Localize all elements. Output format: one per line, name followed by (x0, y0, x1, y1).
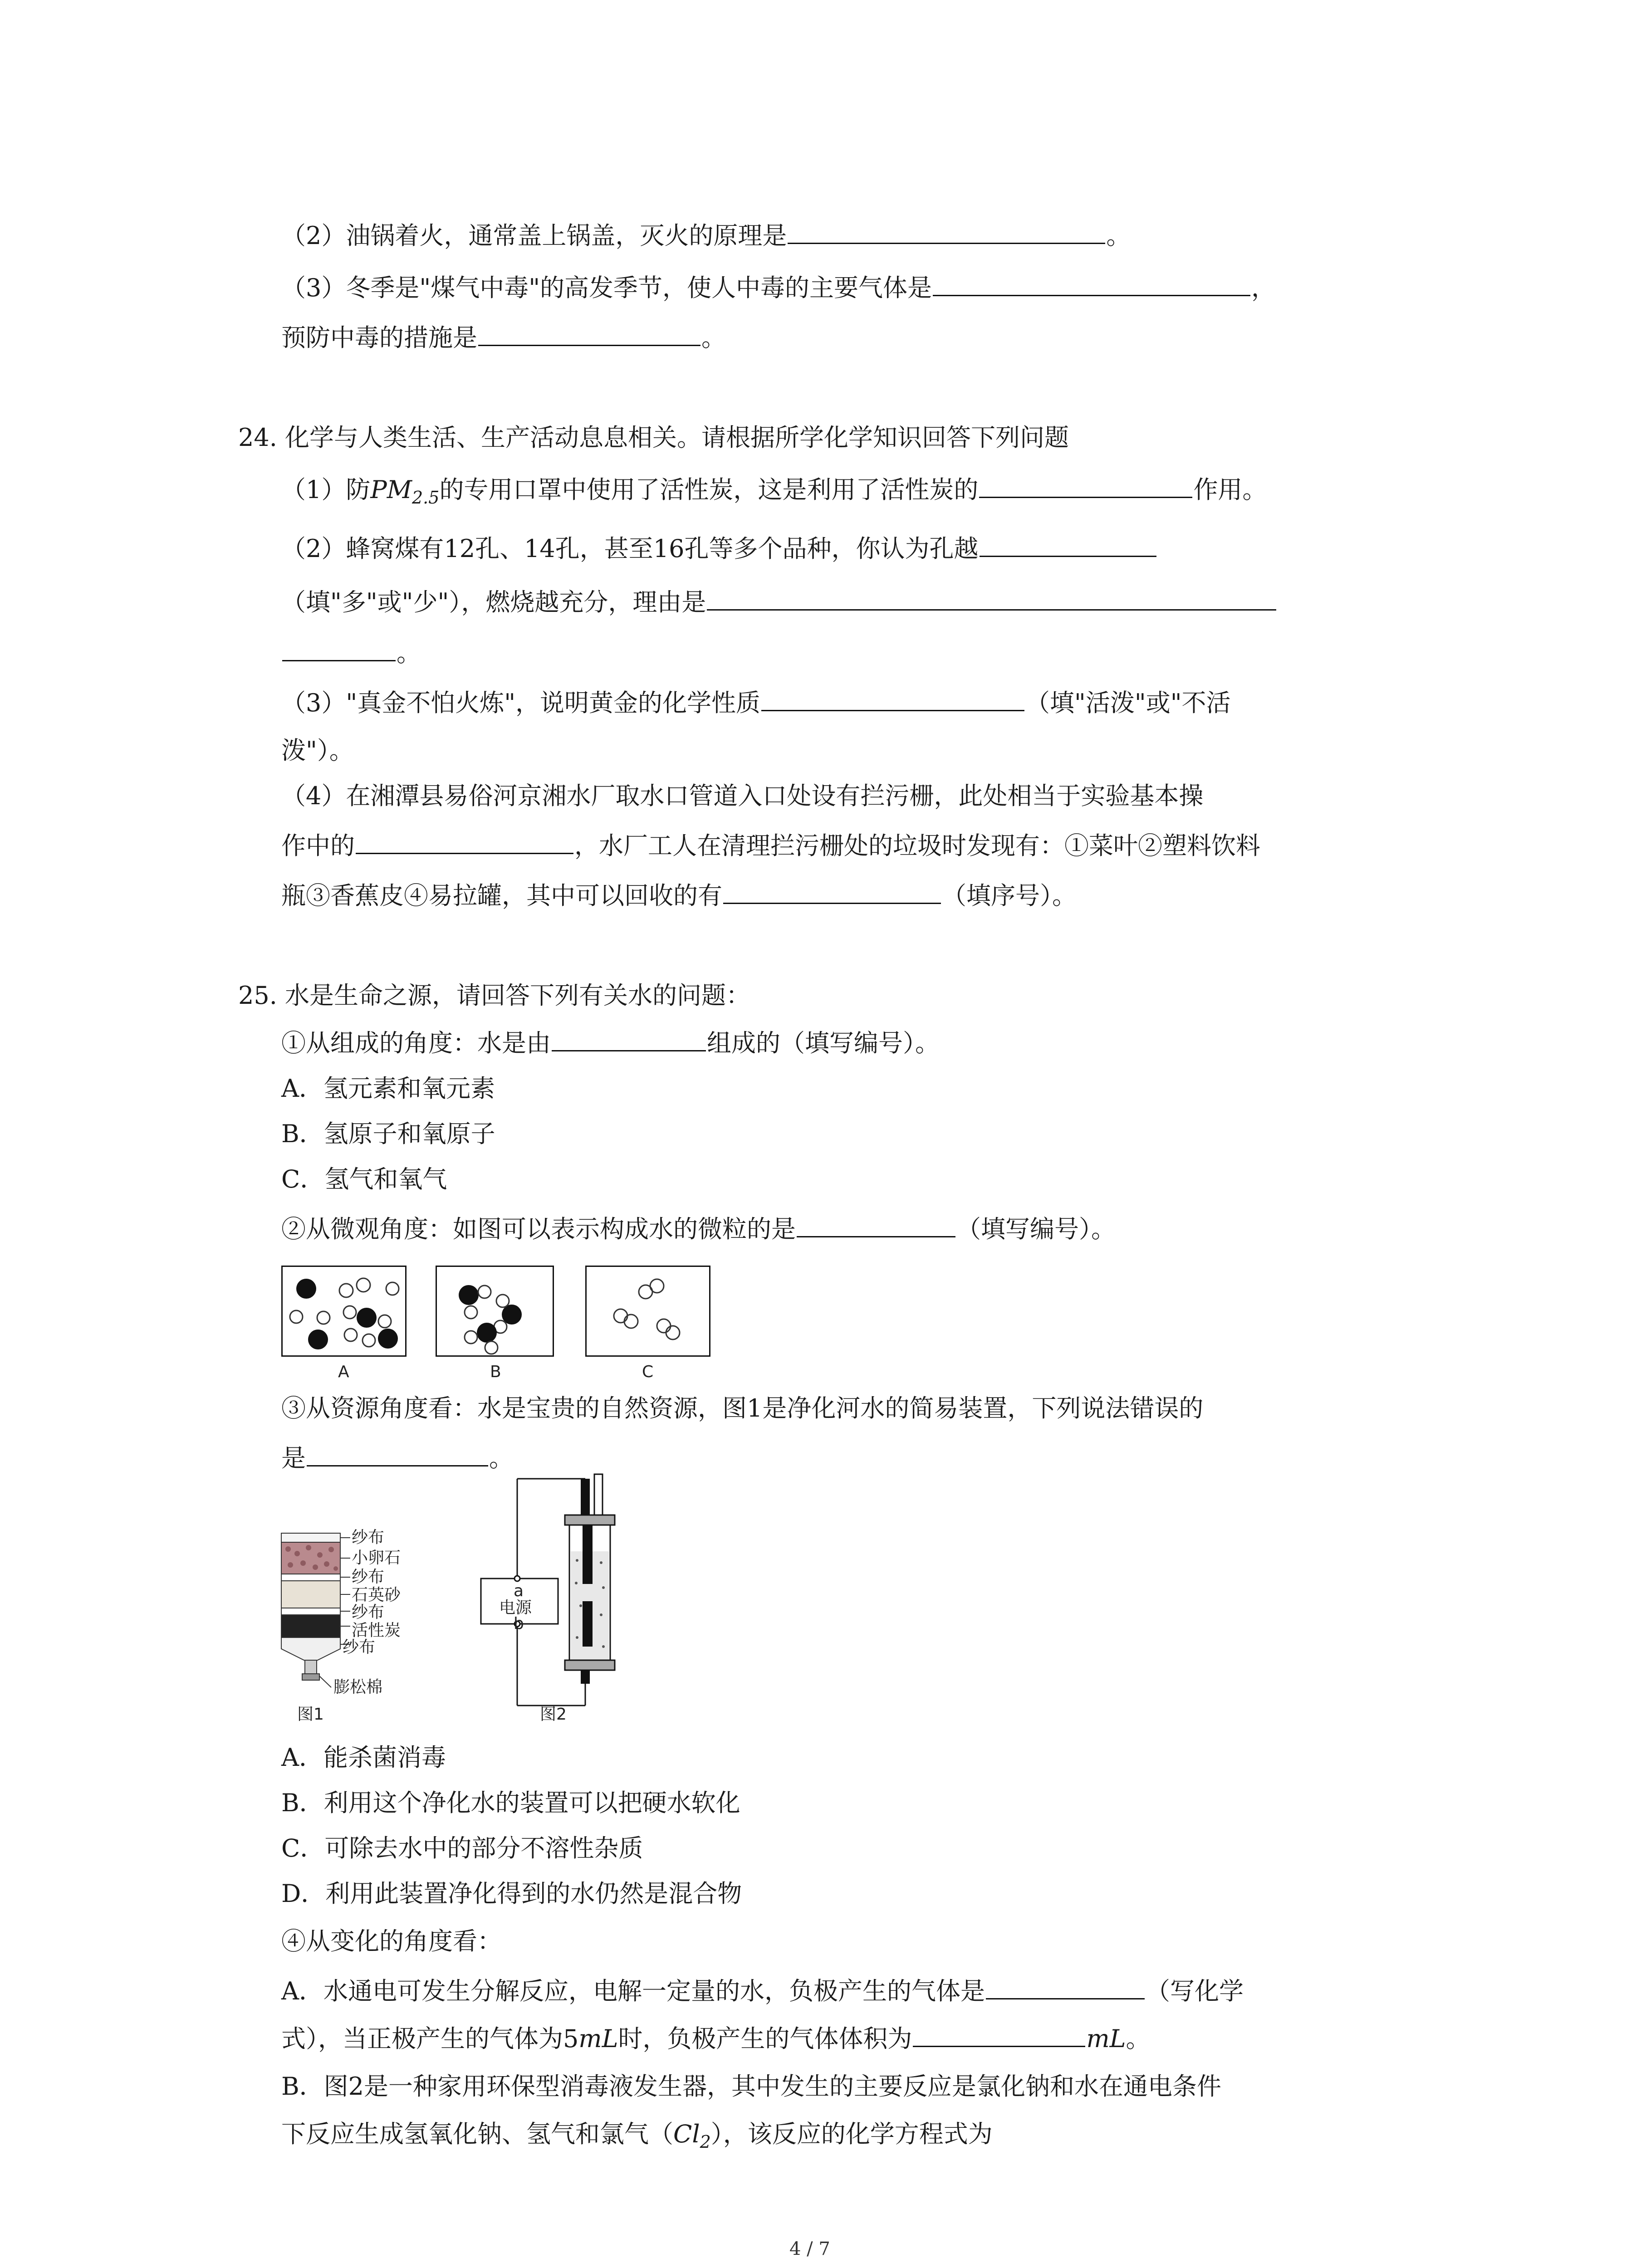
q25-option-c3: C．可除去水中的部分不溶性杂质 (281, 1834, 643, 1862)
answer-blank[interactable] (307, 1441, 488, 1466)
q25-sub2: ②从微观角度：如图可以表示构成水的微粒的是 （填写编号）。 (281, 1211, 1116, 1247)
q25-sub4: ④从变化的角度看： (281, 1927, 502, 1955)
filter-label-gauze-1: 纱布 (352, 1528, 385, 1547)
molecule-diagram-b (437, 1267, 553, 1355)
q25-option-b1: B．氢原子和氧原子 (281, 1119, 495, 1148)
electrolysis-figure (472, 1470, 653, 1724)
q24-part4-cont2: 瓶③香蕉皮④易拉罐，其中可以回收的有 （填序号）。 (281, 878, 1077, 914)
molecule-figure-c (585, 1266, 710, 1357)
figure-label-a: A (338, 1363, 349, 1381)
power-source-label: 电源 (499, 1598, 532, 1617)
filter-label-activated-carbon: 活性炭 (352, 1621, 401, 1640)
figure-1-caption: 图1 (297, 1705, 324, 1724)
q23-part3: （3）冬季是"煤气中毒"的高发季节，使人中毒的主要气体是 ， (281, 270, 1276, 306)
q24-stem: 24. 化学与人类生活、生产活动息息相关。请根据所学化学知识回答下列问题 (238, 423, 1069, 452)
q25-option-a3: A．能杀菌消毒 (281, 1743, 446, 1772)
q24-part3: （3）"真金不怕火炼"，说明黄金的化学性质 （填"活泼"或"不活 (281, 685, 1231, 721)
molecule-figure-a (281, 1266, 407, 1357)
answer-blank[interactable] (788, 218, 1105, 244)
q24-part4-cont1: 作中的 ，水厂工人在清理拦污栅处的垃圾时发现有：①菜叶②塑料饮料 (281, 828, 1260, 864)
answer-blank[interactable] (478, 320, 700, 346)
q24-part3-cont: 泼"）。 (281, 736, 354, 765)
q25-sub3-cont: 是 。 (281, 1440, 514, 1476)
q25-sub3: ③从资源角度看：水是宝贵的自然资源，图1是净化河水的简易装置，下列说法错误的 (281, 1394, 1204, 1422)
page-number: 4 / 7 (789, 2239, 830, 2259)
figure-label-c: C (642, 1363, 654, 1381)
q25-sub4-b-cont: 下反应生成氢氧化钠、氢气和氯气$(Cl_2)$，该反应的化学方程式为 (281, 2120, 993, 2152)
q24-part2: （2）蜂窝煤有12孔、14孔，甚至16孔等多个品种，你认为孔越 (281, 531, 1157, 567)
answer-blank[interactable] (356, 828, 573, 854)
filter-label-cotton: 膨松棉 (333, 1678, 383, 1696)
q24-part2-end: 。 (281, 635, 421, 671)
q25-option-d3: D．利用此装置净化得到的水仍然是混合物 (281, 1879, 742, 1908)
filter-label-gauze-3: 纱布 (352, 1603, 385, 1622)
answer-blank[interactable] (723, 878, 941, 904)
filter-label-pebbles: 小卵石 (352, 1549, 401, 1567)
molecule-diagram-c (587, 1267, 709, 1355)
answer-blank[interactable] (986, 1974, 1145, 1999)
answer-blank[interactable] (552, 1026, 706, 1051)
answer-blank[interactable] (282, 635, 396, 661)
power-terminal-b: b (514, 1614, 524, 1633)
molecule-figure-b (436, 1266, 554, 1357)
answer-blank[interactable] (913, 2021, 1085, 2047)
q24-part2-cont: （填"多"或"少"），燃烧越充分，理由是 (281, 584, 1277, 621)
q24-part4: （4）在湘潭县易俗河京湘水厂取水口管道入口处设有拦污栅，此处相当于实验基本操 (281, 782, 1204, 810)
q25-sub4-b: B．图2是一种家用环保型消毒液发生器，其中发生的主要反应是氯化钠和水在通电条件 (281, 2072, 1222, 2101)
filter-label-gauze-4: 纱布 (343, 1638, 376, 1657)
answer-blank[interactable] (707, 585, 1276, 611)
q23-part3-cont: 预防中毒的措施是 。 (281, 320, 726, 356)
q25-sub4-a: A．水通电可发生分解反应，电解一定量的水，负极产生的气体是 （写化学 (281, 1973, 1244, 2009)
q23-part2: （2）油锅着火，通常盖上锅盖，灭火的原理是 。 (281, 218, 1131, 254)
q25-sub1: ①从组成的角度：水是由 组成的（填写编号）。 (281, 1025, 940, 1061)
answer-blank[interactable] (761, 685, 1024, 711)
q25-option-c1: C．氢气和氧气 (281, 1165, 447, 1193)
filter-label-gauze-2: 纱布 (352, 1568, 385, 1586)
q25-option-a1: A．氢元素和氧元素 (281, 1074, 495, 1103)
q25-option-b3: B．利用这个净化水的装置可以把硬水软化 (281, 1789, 740, 1817)
q25-sub4-a-cont: 式），当正极产生的气体为5mL时，负极产生的气体体积为 mL。 (281, 2021, 1151, 2057)
answer-blank[interactable] (979, 472, 1192, 498)
figure-label-b: B (490, 1363, 501, 1381)
q24-part1: （1）防$PM_{2.5}$的专用口罩中使用了活性炭，这是利用了活性炭的 作用。 (281, 472, 1267, 516)
molecule-diagram-a (283, 1267, 405, 1355)
answer-blank[interactable] (980, 531, 1156, 557)
answer-blank[interactable] (797, 1212, 955, 1237)
filter-label-quartz-sand: 石英砂 (352, 1586, 401, 1604)
q25-stem: 25. 水是生命之源，请回答下列有关水的问题： (238, 981, 751, 1010)
figure-2-caption: 图2 (540, 1705, 567, 1724)
power-terminal-a: a (514, 1582, 524, 1600)
answer-blank[interactable] (933, 270, 1250, 296)
